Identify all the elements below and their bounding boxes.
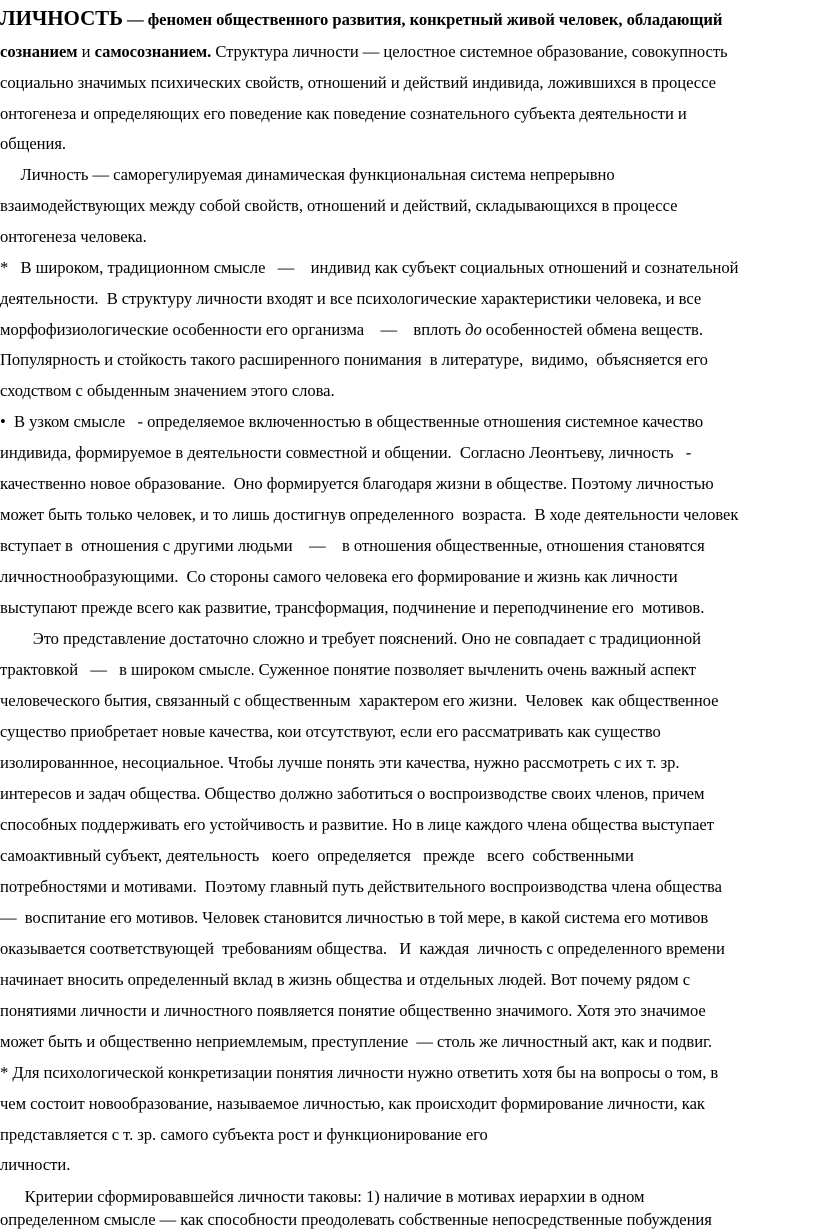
- text-line: оказывается соответствующей требованиям общества. И каждая личность с определенного времени: [0, 939, 725, 958]
- text-line: деятельности. В структуру личности входят и все психологические характеристики человека, и все: [0, 289, 702, 308]
- term-consciousness: сознанием: [0, 42, 78, 61]
- text-line: Популярность и стойкость такого расширенного понимания в литературе, видимо, объясняется его: [0, 350, 708, 369]
- text-line: — воспитание его мотивов. Человек становится личностью в той мере, в какой система его мотивов: [0, 908, 709, 927]
- text-line: онтогенеза человека.: [0, 227, 147, 246]
- line-text: особенностей обмена веществ.: [481, 320, 703, 339]
- text-line: качественно новое образование. Оно формируется благодаря жизни в обществе. Поэтому личностью: [0, 474, 714, 493]
- text-line: [0, 42, 816, 62]
- term-self-consciousness: самосознанием.: [94, 42, 212, 61]
- title-line: [0, 8, 816, 30]
- conjunction: и: [77, 42, 95, 61]
- text-line: онтогенеза и определяющих его поведение как поведение сознательного субъекта деятельности и: [0, 104, 687, 123]
- text-line: понятиями личности и личностного появляется понятие общественно значимого. Хотя это значимое: [0, 1001, 706, 1020]
- text-line: существо приобретает новые качества, кои отсутствуют, если его рассматривать как существо: [0, 722, 661, 741]
- text-line: человеческого бытия, связанный с общественным характером его жизни. Человек как общественное: [0, 691, 719, 710]
- text-line: может быть только человек, и то лишь достигнув определенного возраста. В ходе деятельности человек: [0, 505, 739, 524]
- text-line: потребностями и мотивами. Поэтому главный путь действительного воспроизводства члена общества: [0, 877, 722, 896]
- text-line: способных поддерживать его устойчивость и развитие. Но в лице каждого члена общества выступает: [0, 815, 714, 834]
- text-line: личности.: [0, 1155, 71, 1174]
- text-line: взаимодействующих между собой свойств, отношений и действий, складывающихся в процессе: [0, 196, 678, 215]
- text-line: может быть и общественно неприемлемым, преступление — столь же личностный акт, как и подвиг.: [0, 1032, 713, 1051]
- text-line: чем состоит новообразование, называемое личностью, как происходит формирование личности, как: [0, 1094, 705, 1113]
- line-text: Структура личности — целостное системное образование, совокупность: [211, 42, 728, 61]
- text-line: Это представление достаточно сложно и требует пояснений. Оно не совпадает с традиционной: [0, 629, 701, 648]
- text-line: * В широком, традиционном смысле — индивид как субъект социальных отношений и сознательной: [0, 258, 739, 277]
- text-line: самоактивный субъект, деятельность коего определяется прежде всего собственными: [0, 846, 634, 865]
- title-definition: — феномен общественного развития, конкретный живой человек, обладающий: [127, 10, 723, 29]
- text-line: Критерии сформировавшейся личности таковы: 1) наличие в мотивах иерархии в одном: [0, 1187, 645, 1206]
- text-line: Личность — саморегулируемая динамическая функциональная система непрерывно: [0, 165, 615, 184]
- line-text: морфофизиологические особенности его организма — вплоть: [0, 320, 466, 339]
- text-line: начинает вносить определенный вклад в жизнь общества и отдельных людей. Вот почему рядом с: [0, 970, 691, 989]
- title-term: ЛИЧНОСТЬ: [0, 6, 123, 30]
- text-line: социально значимых психических свойств, отношений и действий индивида, ложившихся в процессе: [0, 73, 716, 92]
- text-line: [0, 320, 816, 340]
- text-line: выступают прежде всего как развитие, трансформация, подчинение и переподчинение его мотивов.: [0, 598, 705, 617]
- italic-word: до: [465, 320, 482, 339]
- text-line: личностнообразующими. Со стороны самого человека его формирование и жизнь как личности: [0, 567, 678, 586]
- text-line: общения.: [0, 134, 67, 153]
- text-line: * Для психологической конкретизации понятия личности нужно ответить хотя бы на вопросы о том, в: [0, 1063, 719, 1082]
- text-line: сходством с обыденным значением этого слова.: [0, 381, 335, 400]
- text-line: трактовкой — в широком смысле. Суженное понятие позволяет вычленить очень важный аспект: [0, 660, 696, 679]
- text-line: вступает в отношения с другими людьми — в отношения общественные, отношения становятся: [0, 536, 705, 555]
- text-line: индивида, формируемое в деятельности совместной и общении. Согласно Леонтьеву, личность -: [0, 443, 692, 462]
- text-line: представляется с т. зр. самого субъекта рост и функционирование его: [0, 1125, 488, 1144]
- text-line: интересов и задач общества. Общество должно заботиться о воспроизводстве своих членов, причем: [0, 784, 705, 803]
- text-line: • В узком смысле - определяемое включенностью в общественные отношения системное качество: [0, 412, 704, 431]
- text-line: определенном смысле — как способности преодолевать собственные непосредственные побуждения: [0, 1210, 712, 1229]
- text-line: изолированнное, несоциальное. Чтобы лучше понять эти качества, нужно рассмотреть с их т. зр.: [0, 753, 680, 772]
